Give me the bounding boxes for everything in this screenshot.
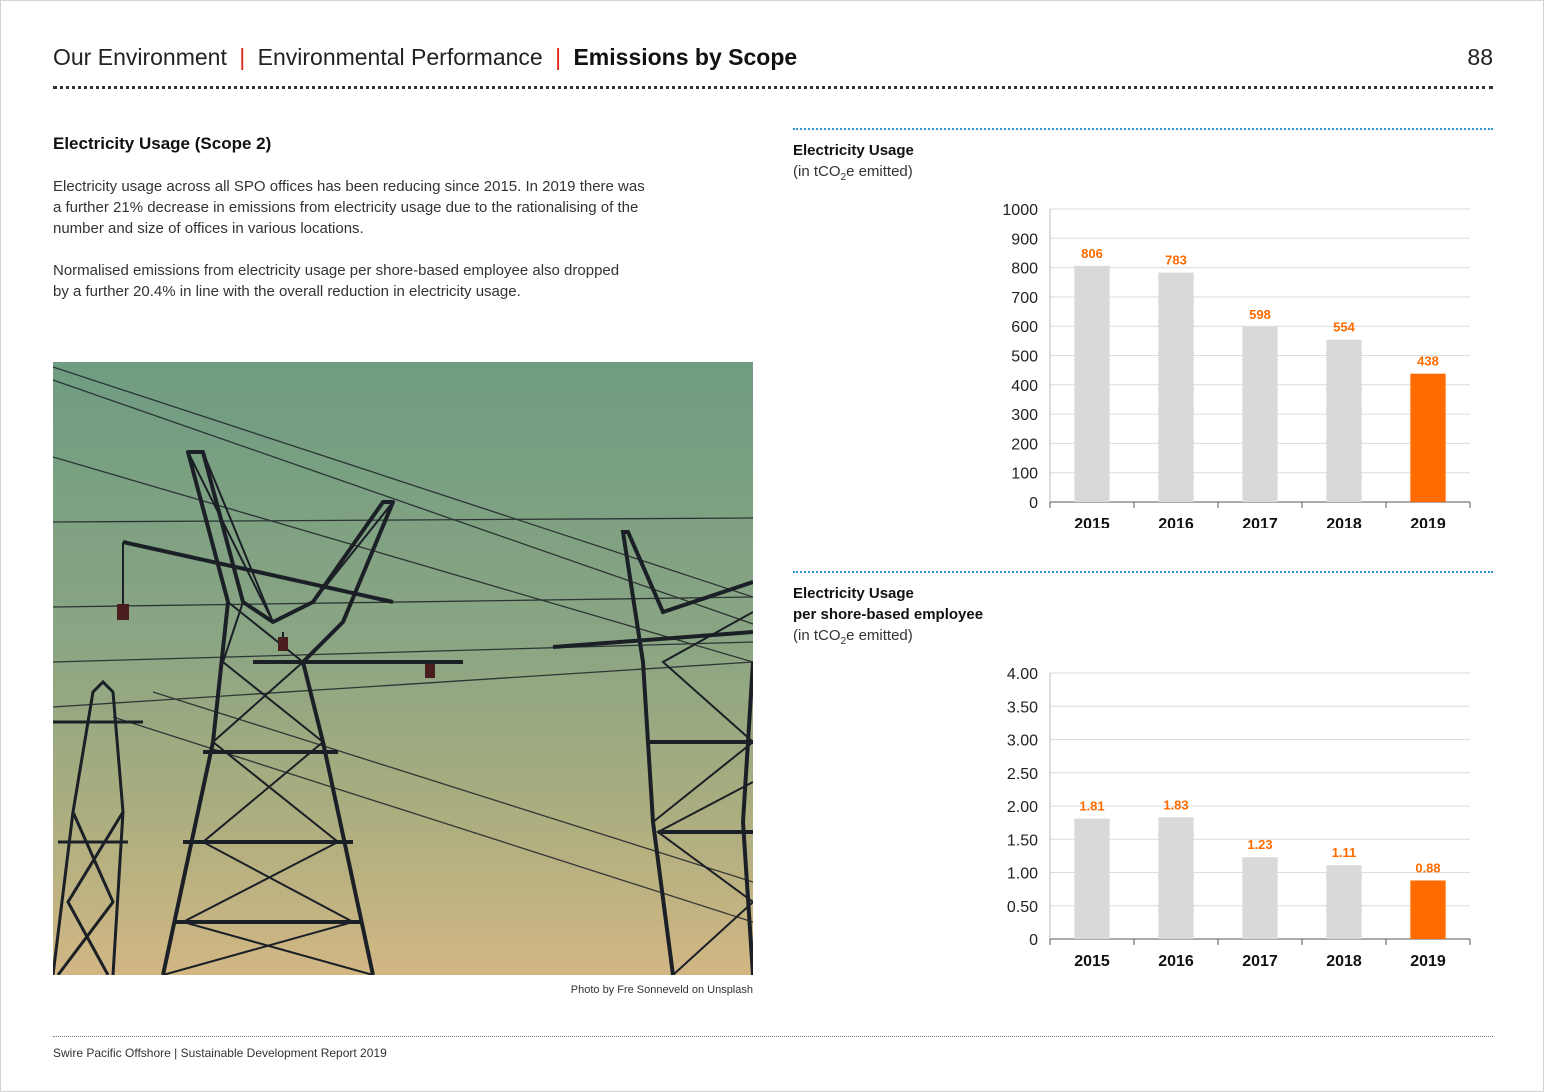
bar — [1242, 327, 1277, 502]
bar — [1242, 857, 1277, 939]
data-label: 1.83 — [1163, 797, 1189, 813]
data-label: 806 — [1081, 245, 1103, 261]
page-header — [53, 44, 1493, 76]
data-label: 1.11 — [1331, 845, 1357, 861]
data-label: 598 — [1249, 306, 1271, 322]
chart-plot — [793, 198, 1493, 528]
chart-subtitle-sub: 2 — [840, 636, 847, 647]
x-tick-label: 2019 — [1410, 516, 1446, 528]
section-text — [53, 134, 753, 323]
chart-subtitle-suffix: e emitted) — [846, 627, 913, 644]
bar — [1410, 880, 1445, 939]
bar — [1410, 374, 1445, 502]
breadcrumb — [53, 44, 797, 71]
y-tick-label: 500 — [1011, 348, 1038, 366]
y-tick-label: 2.00 — [1006, 799, 1038, 816]
breadcrumb-separator: | — [239, 44, 246, 70]
breadcrumb-environmental-performance: Environmental Performance — [257, 44, 543, 70]
y-tick-label: 0.50 — [1006, 898, 1038, 916]
chart-plot — [793, 661, 1493, 991]
bar — [1074, 266, 1109, 502]
bar — [1158, 817, 1193, 939]
footer-text: Swire Pacific Offshore | Sustainable Development Report 2019 — [53, 1046, 387, 1060]
y-tick-label: 4.00 — [1006, 666, 1038, 683]
data-label: 438 — [1417, 353, 1439, 369]
y-tick-label: 300 — [1011, 407, 1038, 425]
breadcrumb-separator: | — [555, 44, 562, 70]
chart-electricity-per-employee — [793, 571, 1493, 981]
x-tick-label: 2015 — [1074, 953, 1110, 970]
x-tick-label: 2018 — [1326, 953, 1362, 970]
data-label: 783 — [1165, 252, 1187, 268]
y-tick-label: 1000 — [1002, 202, 1038, 219]
photo-credit: Photo by Fre Sonneveld on Unsplash — [570, 984, 753, 996]
chart-subtitle — [793, 625, 1493, 652]
header-divider — [53, 86, 1493, 89]
data-label: 1.81 — [1079, 798, 1105, 814]
chart-divider — [793, 571, 1493, 573]
section-title: Electricity Usage (Scope 2) — [53, 134, 272, 153]
footer-divider — [53, 1036, 1493, 1037]
y-tick-label: 0 — [1029, 932, 1038, 949]
y-tick-label: 800 — [1011, 260, 1038, 278]
x-tick-label: 2019 — [1410, 953, 1446, 970]
y-tick-label: 0 — [1029, 495, 1038, 512]
chart-title: Electricity Usage — [793, 585, 914, 602]
chart-subtitle-suffix: e emitted) — [846, 163, 913, 180]
chart-title-line2: per shore-based employee — [793, 606, 984, 623]
y-tick-label: 400 — [1011, 377, 1038, 395]
data-label: 1.23 — [1247, 837, 1273, 853]
chart-subtitle-prefix: (in tCO — [793, 163, 841, 180]
chart-title: Electricity Usage — [793, 142, 914, 159]
data-label: 554 — [1333, 319, 1355, 335]
bar — [1326, 865, 1361, 939]
x-tick-label: 2016 — [1158, 516, 1194, 528]
chart-subtitle — [793, 161, 1493, 188]
y-tick-label: 900 — [1011, 231, 1038, 249]
y-tick-label: 1.00 — [1006, 865, 1038, 883]
x-tick-label: 2018 — [1326, 516, 1362, 528]
x-tick-label: 2017 — [1242, 516, 1278, 528]
data-label: 0.88 — [1415, 860, 1441, 876]
bar — [1326, 340, 1361, 502]
y-tick-label: 3.50 — [1006, 699, 1038, 717]
y-tick-label: 2.50 — [1006, 765, 1038, 783]
x-tick-label: 2015 — [1074, 516, 1110, 528]
chart-subtitle-prefix: (in tCO — [793, 627, 841, 644]
paragraph-normalised-emissions: Normalised emissions from electricity usage per shore-based employee also dropped by a further 20.4% in line with the overall reduction in electricity usage. — [53, 262, 620, 300]
y-tick-label: 600 — [1011, 319, 1038, 337]
page-title: Emissions by Scope — [573, 44, 798, 70]
x-tick-label: 2016 — [1158, 953, 1194, 970]
bar — [1158, 273, 1193, 502]
pylons-illustration — [53, 362, 753, 975]
chart-electricity-usage — [793, 128, 1493, 538]
paragraph-electricity-reduction: Electricity usage across all SPO offices has been reducing since 2015. In 2019 there was a further 21% decrease in emissions from electricity usage due to the rationalising of the number and size of offices in various locations. — [53, 178, 645, 237]
x-tick-label: 2017 — [1242, 953, 1278, 970]
chart-subtitle-sub: 2 — [840, 172, 847, 183]
pylons-photo — [53, 362, 753, 975]
y-tick-label: 1.50 — [1006, 832, 1038, 850]
y-tick-label: 3.00 — [1006, 732, 1038, 750]
y-tick-label: 200 — [1011, 436, 1038, 454]
y-tick-label: 700 — [1011, 289, 1038, 307]
breadcrumb-our-environment: Our Environment — [53, 44, 227, 70]
chart-divider — [793, 128, 1493, 130]
page-number: 88 — [1467, 44, 1493, 70]
bar — [1074, 819, 1109, 939]
y-tick-label: 100 — [1011, 465, 1038, 483]
